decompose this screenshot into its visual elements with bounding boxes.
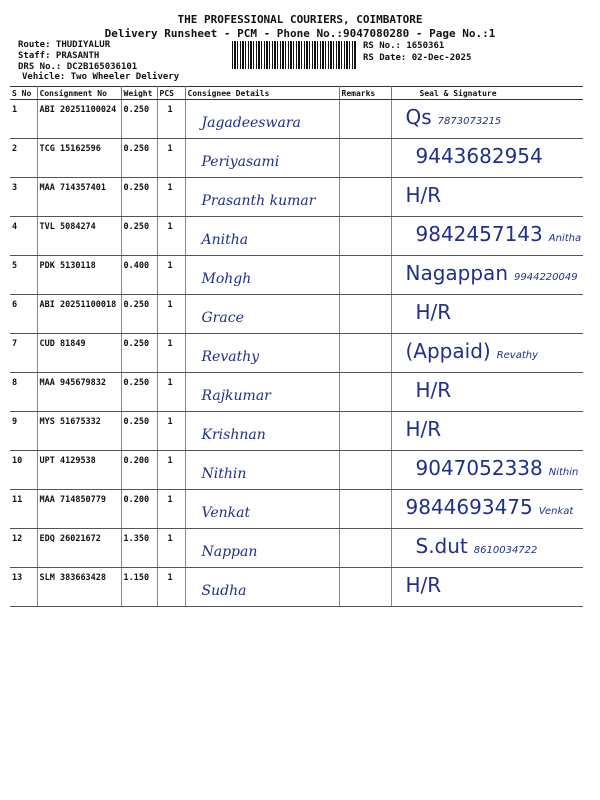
cell-weight: 0.250 (121, 178, 157, 217)
signature-main: H/R (415, 300, 452, 324)
cell-seal-signature (391, 529, 583, 568)
cell-consignee (185, 334, 339, 373)
cell-consignee (185, 451, 339, 490)
signature-note: Venkat (538, 506, 574, 517)
cell-weight: 0.250 (121, 217, 157, 256)
cell-consignment-no: MAA 945679832 (37, 373, 121, 412)
signature-main: Nagappan (405, 261, 508, 285)
consignee-handwriting: Anitha (201, 232, 249, 248)
drs-label: DRS No.: DC2B165036101 (18, 62, 138, 72)
signature-note: Anitha (548, 233, 582, 244)
cell-consignment-no: CUD 81849 (37, 334, 121, 373)
table-row (10, 334, 583, 373)
cell-seal-signature (391, 334, 583, 373)
table-row (10, 529, 583, 568)
company-title: THE PROFESSIONAL COURIERS, COIMBATORE (177, 13, 423, 26)
signature-main: 9047052338 (415, 456, 543, 480)
barcode (232, 41, 357, 69)
seal-signature (394, 105, 582, 129)
cell-weight: 0.250 (121, 100, 157, 139)
signature-main: 9443682954 (415, 144, 543, 168)
col-header-pcs: PCS (157, 87, 185, 100)
cell-remarks (339, 256, 391, 295)
route-label: Route: THUDIYALUR (18, 40, 111, 50)
cell-remarks (339, 217, 391, 256)
cell-consignee (185, 412, 339, 451)
cell-remarks (339, 490, 391, 529)
cell-remarks (339, 451, 391, 490)
seal-signature (394, 300, 582, 324)
consignee-handwriting: Rajkumar (201, 388, 271, 404)
seal-signature (394, 183, 582, 207)
table-row (10, 373, 583, 412)
cell-consignee (185, 139, 339, 178)
cell-sno: 3 (10, 178, 37, 217)
cell-consignee (185, 256, 339, 295)
cell-sno: 10 (10, 451, 37, 490)
col-header-consignment: Consignment No (37, 87, 121, 100)
cell-sno: 13 (10, 568, 37, 607)
cell-sno: 5 (10, 256, 37, 295)
cell-sno: 1 (10, 100, 37, 139)
cell-pcs: 1 (157, 100, 185, 139)
cell-seal-signature (391, 373, 583, 412)
seal-signature (394, 378, 582, 402)
cell-seal-signature (391, 256, 583, 295)
cell-pcs: 1 (157, 373, 185, 412)
cell-consignee (185, 490, 339, 529)
cell-weight: 0.250 (121, 373, 157, 412)
seal-signature (394, 144, 582, 168)
signature-main: 9842457143 (415, 222, 543, 246)
cell-consignment-no: MAA 714357401 (37, 178, 121, 217)
seal-signature (394, 456, 582, 480)
cell-consignment-no: EDQ 26021672 (37, 529, 121, 568)
col-header-remarks: Remarks (339, 87, 391, 100)
cell-pcs: 1 (157, 412, 185, 451)
cell-consignee (185, 568, 339, 607)
cell-remarks (339, 568, 391, 607)
table-row (10, 139, 583, 178)
seal-signature (394, 417, 582, 441)
seal-signature (394, 534, 582, 558)
signature-note: 7873073215 (437, 116, 502, 127)
signature-note: 9944220049 (514, 272, 578, 283)
cell-consignee (185, 217, 339, 256)
table-row (10, 451, 583, 490)
cell-pcs: 1 (157, 178, 185, 217)
cell-consignment-no: UPT 4129538 (37, 451, 121, 490)
cell-remarks (339, 139, 391, 178)
consignee-handwriting: Jagadeeswara (201, 115, 301, 131)
staff-label: Staff: PRASANTH (18, 51, 100, 61)
seal-signature (394, 339, 582, 363)
col-header-seal: Seal & Signature (391, 87, 583, 100)
cell-sno: 11 (10, 490, 37, 529)
consignee-handwriting: Nappan (201, 544, 258, 560)
signature-main: (Appaid) (405, 339, 491, 363)
cell-sno: 9 (10, 412, 37, 451)
cell-weight: 0.250 (121, 334, 157, 373)
cell-sno: 2 (10, 139, 37, 178)
table-header-row (10, 87, 583, 100)
consignee-handwriting: Sudha (201, 583, 247, 599)
cell-seal-signature (391, 568, 583, 607)
cell-pcs: 1 (157, 529, 185, 568)
cell-pcs: 1 (157, 139, 185, 178)
cell-sno: 8 (10, 373, 37, 412)
col-header-weight: Weight (121, 87, 157, 100)
cell-consignment-no: SLM 383663428 (37, 568, 121, 607)
signature-main: H/R (405, 417, 442, 441)
cell-consignment-no: MYS 51675332 (37, 412, 121, 451)
cell-seal-signature (391, 295, 583, 334)
cell-weight: 0.250 (121, 295, 157, 334)
cell-seal-signature (391, 412, 583, 451)
cell-remarks (339, 373, 391, 412)
cell-consignee (185, 529, 339, 568)
consignee-handwriting: Mohgh (201, 271, 252, 287)
col-header-sno: S No (10, 87, 37, 100)
cell-remarks (339, 529, 391, 568)
consignee-handwriting: Revathy (201, 349, 260, 365)
cell-sno: 7 (10, 334, 37, 373)
cell-seal-signature (391, 217, 583, 256)
table-row (10, 295, 583, 334)
cell-remarks (339, 334, 391, 373)
consignee-handwriting: Venkat (201, 505, 251, 521)
table-body (10, 100, 583, 607)
cell-consignee (185, 178, 339, 217)
cell-seal-signature (391, 451, 583, 490)
cell-weight: 0.200 (121, 451, 157, 490)
seal-signature (394, 573, 582, 597)
cell-remarks (339, 295, 391, 334)
cell-pcs: 1 (157, 568, 185, 607)
cell-consignment-no: PDK 5130118 (37, 256, 121, 295)
cell-pcs: 1 (157, 451, 185, 490)
cell-pcs: 1 (157, 295, 185, 334)
cell-seal-signature (391, 490, 583, 529)
consignee-handwriting: Grace (201, 310, 244, 326)
cell-consignee (185, 100, 339, 139)
cell-weight: 1.350 (121, 529, 157, 568)
signature-main: S.dut (415, 534, 468, 558)
consignee-handwriting: Krishnan (201, 427, 266, 443)
seal-signature (394, 222, 582, 246)
table-row (10, 100, 583, 139)
cell-remarks (339, 178, 391, 217)
cell-seal-signature (391, 178, 583, 217)
cell-weight: 0.250 (121, 412, 157, 451)
cell-remarks (339, 100, 391, 139)
cell-pcs: 1 (157, 490, 185, 529)
cell-sno: 12 (10, 529, 37, 568)
cell-consignee (185, 373, 339, 412)
cell-pcs: 1 (157, 256, 185, 295)
cell-weight: 0.400 (121, 256, 157, 295)
rs-date: RS Date: 02-Dec-2025 (363, 53, 472, 63)
cell-seal-signature (391, 100, 583, 139)
cell-weight: 1.150 (121, 568, 157, 607)
seal-signature (394, 495, 582, 519)
signature-note: Nithin (548, 467, 579, 478)
cell-seal-signature (391, 139, 583, 178)
table-row (10, 256, 583, 295)
consignee-handwriting: Nithin (201, 466, 247, 482)
cell-sno: 6 (10, 295, 37, 334)
cell-pcs: 1 (157, 217, 185, 256)
table-row (10, 568, 583, 607)
signature-main: H/R (405, 183, 442, 207)
signature-note: Revathy (496, 350, 539, 361)
signature-main: H/R (405, 573, 442, 597)
cell-weight: 0.250 (121, 139, 157, 178)
runsheet-table (10, 86, 583, 607)
vehicle-label: Vehicle: Two Wheeler Delivery (22, 72, 180, 82)
runsheet-subtitle: Delivery Runsheet - PCM - Phone No.:9047080280 - Page No.:1 (104, 27, 496, 40)
col-header-consignee: Consignee Details (185, 87, 339, 100)
consignee-handwriting: Periyasami (201, 154, 280, 170)
seal-signature (394, 261, 582, 285)
table-row (10, 178, 583, 217)
cell-pcs: 1 (157, 334, 185, 373)
signature-main: H/R (415, 378, 452, 402)
table-row (10, 217, 583, 256)
table-row (10, 490, 583, 529)
signature-main: Qs (405, 105, 432, 129)
cell-consignment-no: TCG 15162596 (37, 139, 121, 178)
cell-sno: 4 (10, 217, 37, 256)
cell-consignment-no: TVL 5084274 (37, 217, 121, 256)
rs-number: RS No.: 1650361 (363, 41, 445, 51)
table-row (10, 412, 583, 451)
cell-weight: 0.200 (121, 490, 157, 529)
cell-consignee (185, 295, 339, 334)
cell-consignment-no: MAA 714850779 (37, 490, 121, 529)
cell-remarks (339, 412, 391, 451)
signature-note: 8610034722 (473, 545, 538, 556)
signature-main: 9844693475 (405, 495, 533, 519)
cell-consignment-no: ABI 20251100018 (37, 295, 121, 334)
consignee-handwriting: Prasanth kumar (201, 193, 316, 209)
cell-consignment-no: ABI 20251100024 (37, 100, 121, 139)
